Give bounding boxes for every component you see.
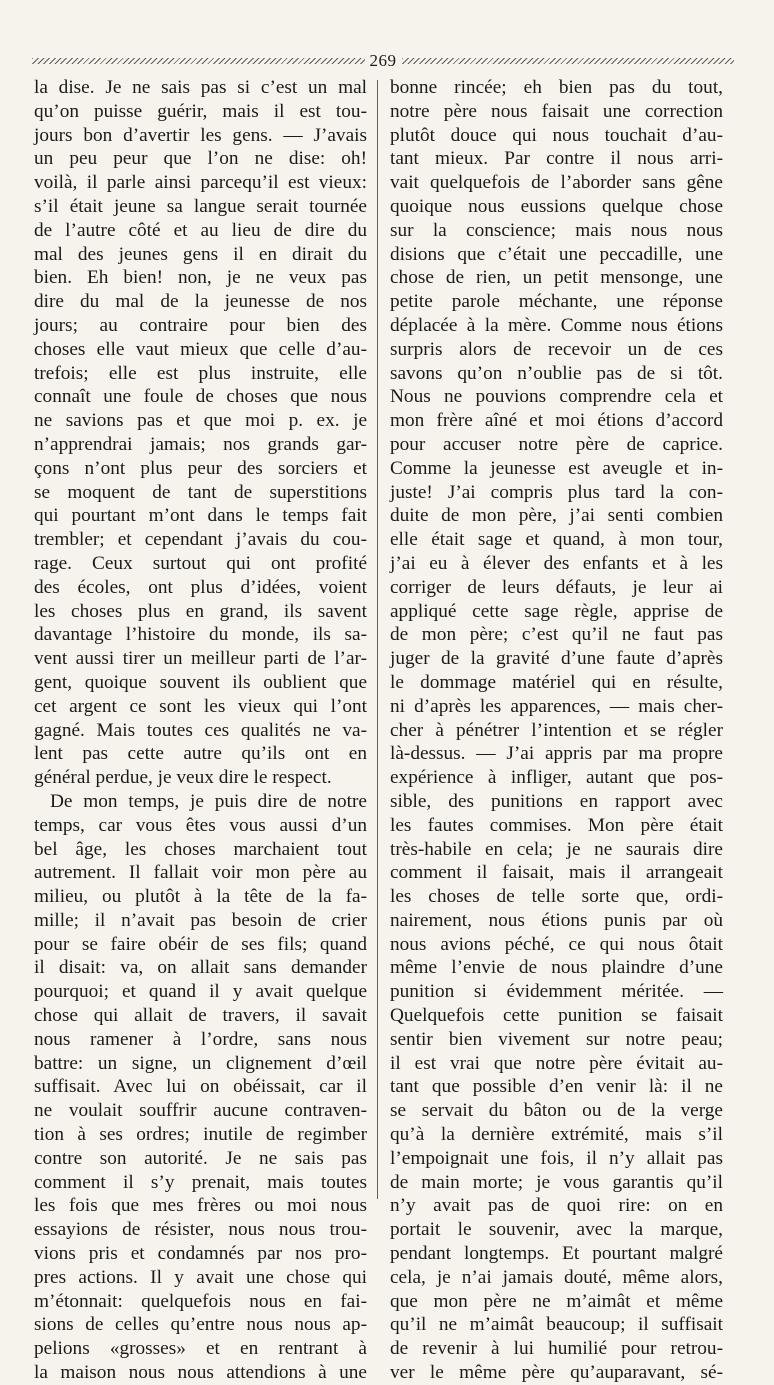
text-line: de revenir à lui humilié pour retrou- — [390, 1338, 723, 1360]
page-number: 269 — [369, 51, 397, 70]
text-line: mon frère aîné et moi étions d’accord — [390, 410, 723, 432]
right-column — [386, 76, 723, 1384]
text-line: général perdue, je veux dire le respect. — [34, 767, 332, 789]
text-line: suffisait. Avec lui on obéissait, car il — [34, 1076, 367, 1098]
text-line: trembler; et cependant j’avais du cou- — [34, 529, 367, 551]
text-line: là-dessus. — J’ai appris par ma propre — [390, 743, 723, 765]
text-line: jours bon d’avertir les gens. — J’avais — [34, 124, 367, 146]
text-line: expérience à infliger, autant que pos- — [390, 767, 723, 789]
text-line: savons qu’on n’oublie pas de si tôt. — [390, 362, 723, 384]
text-line: juger de la gravité d’une faute d’après — [390, 648, 723, 670]
text-line: disions que c’était une peccadille, une — [390, 243, 723, 265]
text-line: contre son autorité. Je ne sais pas — [34, 1147, 367, 1169]
text-line: bien. Eh bien! non, je ne veux pas — [34, 267, 367, 289]
text-line: nous ramener à l’ordre, sans nous — [34, 1028, 367, 1050]
text-line: se moquent de tant de superstitions — [34, 481, 367, 503]
text-line: bonne rincée; eh bien pas du tout, — [390, 77, 723, 98]
text-line: Comme la jeunesse est aveugle et in- — [390, 457, 723, 479]
text-line: pour se faire obéir de ses fils; quand — [34, 933, 367, 955]
text-line: chose de rien, un petit mensonge, une — [390, 267, 723, 289]
text-line: il est vrai que notre père évitait au- — [390, 1052, 723, 1074]
text-line: vent aussi tirer un meilleur parti de l’ar- — [34, 648, 367, 670]
text-line: cet argent ce sont les vieux qui l’ont — [34, 695, 367, 717]
text-line: comment il s’y prenait, mais toutes — [34, 1171, 367, 1193]
column-divider — [377, 80, 378, 1199]
text-line: chose qui allait de travers, il savait — [34, 1005, 367, 1027]
text-line: notre père nous faisait une correction — [390, 100, 723, 122]
text-line: les choses plus en grand, ils savent — [34, 600, 367, 622]
text-line: trefois; elle est plus instruite, elle — [34, 362, 367, 384]
text-line: essayions de résister, nous nous trou- — [34, 1219, 367, 1241]
text-line: cela, je n’ai jamais douté, même alors, — [390, 1266, 723, 1288]
text-line: la maison nous nous attendions à une — [34, 1362, 367, 1384]
text-line: m’étonnait: quelquefois nous en fai- — [34, 1290, 367, 1312]
text-line: s’il était jeune sa langue serait tournée — [34, 195, 367, 217]
text-line: milieu, ou plutôt à la tête de la fa- — [34, 886, 367, 908]
text-line: ne savions pas et que moi p. ex. je — [34, 410, 367, 432]
text-line: de main morte; je vous garantis qu’il — [390, 1171, 723, 1193]
text-line: sentir bien vivement sur notre peau; — [390, 1028, 723, 1050]
text-line: plutôt douce qui nous touchait d’au- — [390, 124, 723, 146]
header-rule-left — [32, 58, 365, 64]
text-line: n’apprendrai jamais; nos grands gar- — [34, 433, 367, 455]
text-line: un peu peur que l’on ne dise: oh! — [34, 148, 367, 170]
text-line: Nous ne pouvions comprendre cela et — [390, 386, 723, 408]
text-line: de l’autre côté et au lieu de dire du — [34, 219, 367, 241]
text-line: que mon père ne m’aimât et même — [390, 1290, 723, 1312]
text-line: j’ai eu à élever des enfants et à les — [390, 552, 723, 574]
text-line: juste! J’ai compris plus tard la con- — [390, 481, 723, 503]
text-line: pelions «grosses» et en rentrant à — [34, 1338, 367, 1360]
text-line: l’empoignait une fois, il n’y allait pas — [390, 1147, 723, 1169]
text-line: ne voulait souffrir aucune contraven- — [34, 1100, 367, 1122]
text-line: corriger de leurs défauts, je leur ai — [390, 576, 723, 598]
text-line: des écoles, ont plus d’idées, voient — [34, 576, 367, 598]
text-line: les choses de telle sorte que, ordi- — [390, 886, 723, 908]
text-line: appliqué cette sage règle, apprise de — [390, 600, 723, 622]
text-line: le dommage matériel qui en résulte, — [390, 671, 723, 693]
text-line: déplacée à la mère. Comme nous étions — [390, 314, 723, 336]
text-line: il disait: va, on allait sans demander — [34, 957, 367, 979]
text-line: qu’on puisse guérir, mais il est tou- — [34, 100, 367, 122]
text-line: pour accuser notre père de caprice. — [390, 433, 723, 455]
text-line: comment il faisait, mais il arrangeait — [390, 862, 723, 884]
text-line: mal des jeunes gens il en dirait du — [34, 243, 367, 265]
text-line: dire du mal de la jeunesse de nos — [34, 291, 367, 313]
page-header — [32, 50, 734, 72]
text-line: portait le souvenir, avec la marque, — [390, 1219, 723, 1241]
text-line: punition si évidemment méritée. — — [390, 981, 723, 1003]
text-line: sible, des punitions en rapport avec — [390, 790, 723, 812]
text-line: qu’il ne m’aimât beaucoup; il suffisait — [390, 1314, 723, 1336]
text-line: rage. Ceux surtout qui ont profité — [34, 552, 367, 574]
text-line: autrement. Il fallait voir mon père au — [34, 862, 367, 884]
text-columns — [34, 76, 738, 1384]
text-line: qu’à la dernière extrémité, mais s’il — [390, 1124, 723, 1146]
text-line: même l’envie de nous plaindre d’une — [390, 957, 723, 979]
text-line: petite parole méchante, une réponse — [390, 291, 723, 313]
text-line: gent, quoique souvent ils oublient que — [34, 671, 367, 693]
text-line: jours; au contraire pour bien des — [34, 314, 367, 336]
text-line: tion à ses ordres; inutile de regimber — [34, 1124, 367, 1146]
text-line: vions pris et condamnés par nos pro- — [34, 1243, 367, 1265]
text-line: choses elle vaut mieux que celle d’au- — [34, 338, 367, 360]
text-line: cher à pénétrer l’intention et se régler — [390, 719, 723, 741]
text-line: qui pourtant m’ont dans le temps fait — [34, 505, 367, 527]
text-line: voilà, il parle ainsi parcequ’il est vieux: — [34, 172, 367, 194]
text-line: vait quelquefois de l’aborder sans gêne — [390, 172, 723, 194]
text-line: sur la conscience; mais nous nous — [390, 219, 723, 241]
text-line: mille; il n’avait pas besoin de crier — [34, 909, 367, 931]
text-line: çons n’ont plus peur des sorciers et — [34, 457, 367, 479]
text-line: connaît une foule de choses que nous — [34, 386, 367, 408]
text-line: se servait du bâton ou de la verge — [390, 1100, 723, 1122]
text-line: pendant longtemps. Et pourtant malgré — [390, 1243, 723, 1265]
text-line: duite de mon père, j’ai senti combien — [390, 505, 723, 527]
text-line: Quelquefois cette punition se faisait — [390, 1005, 723, 1027]
text-line: la dise. Je ne sais pas si c’est un mal — [34, 77, 367, 98]
text-line: pourquoi; et quand il y avait quelque — [34, 981, 367, 1003]
text-line: de mon père; c’est qu’il ne faut pas — [390, 624, 723, 646]
text-line: sions de celles qu’entre nous nous ap- — [34, 1314, 367, 1336]
text-line: tant mieux. Par contre il nous arri- — [390, 148, 723, 170]
text-line: lent pas cette autre qu’ils ont en — [34, 743, 367, 765]
text-line: battre: un signe, un clignement d’œil — [34, 1052, 367, 1074]
text-line: ver le même père qu’auparavant, sé- — [390, 1362, 723, 1384]
text-line: les fautes commises. Mon père était — [390, 814, 723, 836]
header-rule-right — [402, 58, 735, 64]
left-column — [34, 76, 367, 1384]
text-line: davantage l’histoire du monde, ils sa- — [34, 624, 367, 646]
text-line: quoique nous eussions quelque chose — [390, 195, 723, 217]
text-line: temps, car vous êtes vous aussi d’un — [34, 814, 367, 836]
text-line: elle était sage et quand, à mon tour, — [390, 529, 723, 551]
text-line: surpris alors de recevoir un de ces — [390, 338, 723, 360]
text-line: bel âge, les choses marchaient tout — [34, 838, 367, 860]
text-line: pres actions. Il y avait une chose qui — [34, 1266, 367, 1288]
text-line: De mon temps, je puis dire de notre — [50, 790, 367, 812]
text-line: ni d’après les apparences, — mais cher- — [390, 695, 723, 717]
text-line: très-habile en cela; je ne saurais dire — [390, 838, 723, 860]
text-line: les fois que mes frères ou moi nous — [34, 1195, 367, 1217]
text-line: n’y avait pas de quoi rire: on en — [390, 1195, 723, 1217]
text-line: nous avions péché, ce qui nous ôtait — [390, 933, 723, 955]
text-line: nairement, nous étions punis par où — [390, 909, 723, 931]
text-line: tant que possible d’en venir là: il ne — [390, 1076, 723, 1098]
text-line: gagné. Mais toutes ces qualités ne va- — [34, 719, 367, 741]
